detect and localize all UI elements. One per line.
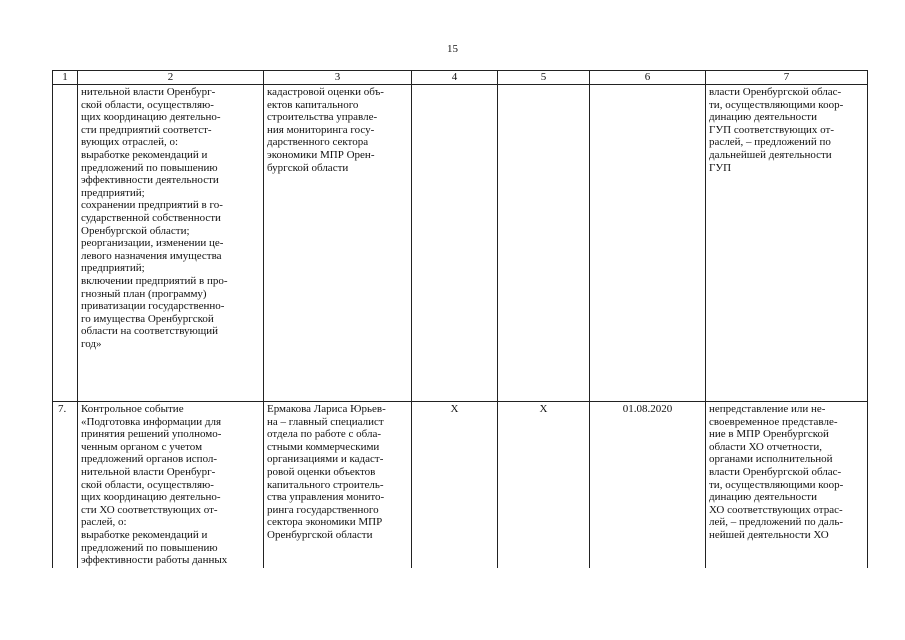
column-4-value xyxy=(412,85,498,402)
risk-description: непредставление или не- своевременное представле- ние в МПР Оренбургской области ХО отчетности, органами исполнительной власти Оренбургской облас- ти, осуществляющими коор- динацию деятельности ХО соответствующих отрас- лей, – предложений по даль- нейшей деятельности ХО xyxy=(706,402,868,568)
event-description: Контрольное событие «Подготовка информации для принятия решений уполномо- ченным органом с учетом предложений органов испол- нительной власти Оренбург- ской области, осуществляю- щих координацию деятельно- сти ХО соответствующих от- раслей, о: выработке рекомендаций и предложений по повышению эффективности работы данных xyxy=(78,402,264,568)
column-header: 5 xyxy=(498,71,590,85)
column-5-value: Х xyxy=(498,402,590,568)
deadline-date xyxy=(590,85,706,402)
column-header: 2 xyxy=(78,71,264,85)
column-header: 7 xyxy=(706,71,868,85)
deadline-date: 01.08.2020 xyxy=(590,402,706,568)
column-header: 4 xyxy=(412,71,498,85)
page-number: 15 xyxy=(447,43,458,55)
row-number xyxy=(53,85,78,402)
column-header: 1 xyxy=(53,71,78,85)
table-row xyxy=(53,85,868,402)
column-header: 6 xyxy=(590,71,706,85)
column-4-value: Х xyxy=(412,402,498,568)
event-description: нительной власти Оренбург- ской области, осуществляю- щих координацию деятельно- сти предприятий соответст- вующих отраслей, о: выработке рекомендаций и предложений по повышению эффективности деятельности предприятий; сохранении предприятий в го- сударственной собственности Оренбургской области; реорганизации, изменении це- левого назначения имущества предприятий; включении предприятий в про- гнозный план (программу) приватизации государственно- го имущества Оренбургской области на соответствующий год» xyxy=(78,85,264,402)
column-number-row xyxy=(53,71,868,85)
responsible-person: кадастровой оценки объ- ектов капитального строительства управле- ния мониторинга госу- дарственного сектора экономики МПР Орен- бургской области xyxy=(264,85,412,402)
responsible-person: Ермакова Лариса Юрьев- на – главный специалист отдела по работе с обла- стными коммерческими организациями и кадаст- ровой оценки объектов капитального строитель- ства управления монито- ринга государственного сектора экономики МПР Оренбургской области xyxy=(264,402,412,568)
row-number: 7. xyxy=(53,402,78,568)
risk-description: власти Оренбургской облас- ти, осуществляющими коор- динацию деятельности ГУП соответствующих от- раслей, – предложений по дальнейшей деятельности ГУП xyxy=(706,85,868,402)
column-header: 3 xyxy=(264,71,412,85)
plan-table xyxy=(52,70,868,568)
column-5-value xyxy=(498,85,590,402)
table-row xyxy=(53,402,868,568)
